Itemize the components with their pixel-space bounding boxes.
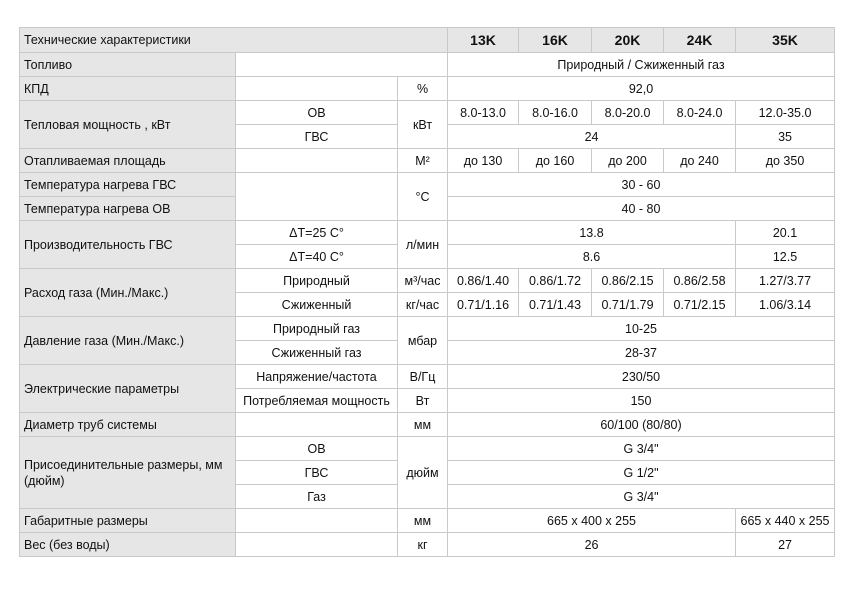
header-row	[20, 28, 835, 53]
fuel-label: Топливо	[20, 53, 236, 77]
gasflow-natural-16k: 0.86/1.72	[519, 269, 592, 293]
connections-gvs-value: G 1/2"	[448, 461, 835, 485]
row-temp-gvs	[20, 173, 835, 197]
connections-gvs-sub: ГВС	[236, 461, 398, 485]
model-20k: 20K	[592, 28, 664, 53]
productivity-dt25-value-b: 20.1	[736, 221, 835, 245]
temp-ov-value: 40 - 80	[448, 197, 835, 221]
electric-consumption-value: 150	[448, 389, 835, 413]
empty-cell	[236, 173, 398, 221]
row-pipe	[20, 413, 835, 437]
gasflow-liquefied-13k: 0.71/1.16	[448, 293, 519, 317]
power-ov-20k: 8.0-20.0	[592, 101, 664, 125]
gasflow-label: Расход газа (Мин./Макс.)	[20, 269, 236, 317]
row-fuel	[20, 53, 835, 77]
productivity-dt40-sub: ΔT=40 C°	[236, 245, 398, 269]
empty-cell	[236, 53, 448, 77]
gasflow-natural-13k: 0.86/1.40	[448, 269, 519, 293]
empty-cell	[236, 533, 398, 557]
header-title: Технические характеристики	[20, 28, 448, 53]
gasflow-liquefied-unit: кг/час	[398, 293, 448, 317]
weight-value-a: 26	[448, 533, 736, 557]
connections-ov-sub: ОВ	[236, 437, 398, 461]
power-gvs-value-a: 24	[448, 125, 736, 149]
connections-label: Присоединительные размеры, мм (дюйм)	[20, 437, 236, 509]
electric-voltage-sub: Напряжение/частота	[236, 365, 398, 389]
model-24k: 24K	[664, 28, 736, 53]
pressure-liquefied-value: 28-37	[448, 341, 835, 365]
power-ov-16k: 8.0-16.0	[519, 101, 592, 125]
dimensions-label: Габаритные размеры	[20, 509, 236, 533]
power-ov-35k: 12.0-35.0	[736, 101, 835, 125]
power-gvs-sub: ГВС	[236, 125, 398, 149]
productivity-dt25-value-a: 13.8	[448, 221, 736, 245]
power-ov-13k: 8.0-13.0	[448, 101, 519, 125]
productivity-dt40-value-a: 8.6	[448, 245, 736, 269]
connections-gas-sub: Газ	[236, 485, 398, 509]
area-label: Отапливаемая площадь	[20, 149, 236, 173]
empty-cell	[236, 77, 398, 101]
electric-voltage-unit: В/Гц	[398, 365, 448, 389]
empty-cell	[236, 149, 398, 173]
productivity-dt40-value-b: 12.5	[736, 245, 835, 269]
area-16k: до 160	[519, 149, 592, 173]
model-16k: 16K	[519, 28, 592, 53]
electric-label: Электрические параметры	[20, 365, 236, 413]
row-weight	[20, 533, 835, 557]
pressure-natural-value: 10-25	[448, 317, 835, 341]
pipe-value: 60/100 (80/80)	[448, 413, 835, 437]
pressure-label: Давление газа (Мин./Макс.)	[20, 317, 236, 365]
specs-table	[19, 27, 835, 557]
area-unit: М²	[398, 149, 448, 173]
weight-unit: кг	[398, 533, 448, 557]
temp-gvs-value: 30 - 60	[448, 173, 835, 197]
row-power-ov	[20, 101, 835, 125]
empty-cell	[236, 413, 398, 437]
pressure-natural-sub: Природный газ	[236, 317, 398, 341]
row-gasflow-natural	[20, 269, 835, 293]
power-label: Тепловая мощность , кВт	[20, 101, 236, 149]
connections-unit: дюйм	[398, 437, 448, 509]
gasflow-liquefied-sub: Сжиженный	[236, 293, 398, 317]
gasflow-liquefied-24k: 0.71/2.15	[664, 293, 736, 317]
area-24k: до 240	[664, 149, 736, 173]
weight-label: Вес (без воды)	[20, 533, 236, 557]
productivity-dt25-sub: ΔT=25 C°	[236, 221, 398, 245]
dimensions-value-b: 665 x 440 x 255	[736, 509, 835, 533]
row-efficiency	[20, 77, 835, 101]
gasflow-liquefied-16k: 0.71/1.43	[519, 293, 592, 317]
pipe-unit: мм	[398, 413, 448, 437]
efficiency-unit: %	[398, 77, 448, 101]
row-connections-ov	[20, 437, 835, 461]
area-20k: до 200	[592, 149, 664, 173]
productivity-unit: л/мин	[398, 221, 448, 269]
efficiency-label: КПД	[20, 77, 236, 101]
weight-value-b: 27	[736, 533, 835, 557]
temp-ov-label: Температура нагрева ОВ	[20, 197, 236, 221]
gasflow-natural-unit: м³/час	[398, 269, 448, 293]
pressure-liquefied-sub: Сжиженный газ	[236, 341, 398, 365]
area-13k: до 130	[448, 149, 519, 173]
connections-ov-value: G 3/4"	[448, 437, 835, 461]
pressure-unit: мбар	[398, 317, 448, 365]
row-pressure-natural	[20, 317, 835, 341]
row-dimensions	[20, 509, 835, 533]
efficiency-value: 92,0	[448, 77, 835, 101]
gasflow-liquefied-20k: 0.71/1.79	[592, 293, 664, 317]
temp-gvs-label: Температура нагрева ГВС	[20, 173, 236, 197]
power-ov-24k: 8.0-24.0	[664, 101, 736, 125]
gasflow-natural-20k: 0.86/2.15	[592, 269, 664, 293]
temp-unit: °C	[398, 173, 448, 221]
fuel-value: Природный / Сжиженный газ	[448, 53, 835, 77]
dimensions-value-a: 665 x 400 x 255	[448, 509, 736, 533]
gasflow-natural-35k: 1.27/3.77	[736, 269, 835, 293]
row-productivity-25	[20, 221, 835, 245]
pipe-label: Диаметр труб системы	[20, 413, 236, 437]
empty-cell	[236, 509, 398, 533]
gasflow-natural-sub: Природный	[236, 269, 398, 293]
electric-voltage-value: 230/50	[448, 365, 835, 389]
model-13k: 13K	[448, 28, 519, 53]
power-ov-sub: ОВ	[236, 101, 398, 125]
dimensions-unit: мм	[398, 509, 448, 533]
row-area	[20, 149, 835, 173]
connections-gas-value: G 3/4"	[448, 485, 835, 509]
model-35k: 35K	[736, 28, 835, 53]
electric-consumption-unit: Вт	[398, 389, 448, 413]
productivity-label: Производительность ГВС	[20, 221, 236, 269]
gasflow-liquefied-35k: 1.06/3.14	[736, 293, 835, 317]
electric-consumption-sub: Потребляемая мощность	[236, 389, 398, 413]
area-35k: до 350	[736, 149, 835, 173]
gasflow-natural-24k: 0.86/2.58	[664, 269, 736, 293]
power-gvs-value-b: 35	[736, 125, 835, 149]
power-unit: кВт	[398, 101, 448, 149]
row-electric-voltage	[20, 365, 835, 389]
